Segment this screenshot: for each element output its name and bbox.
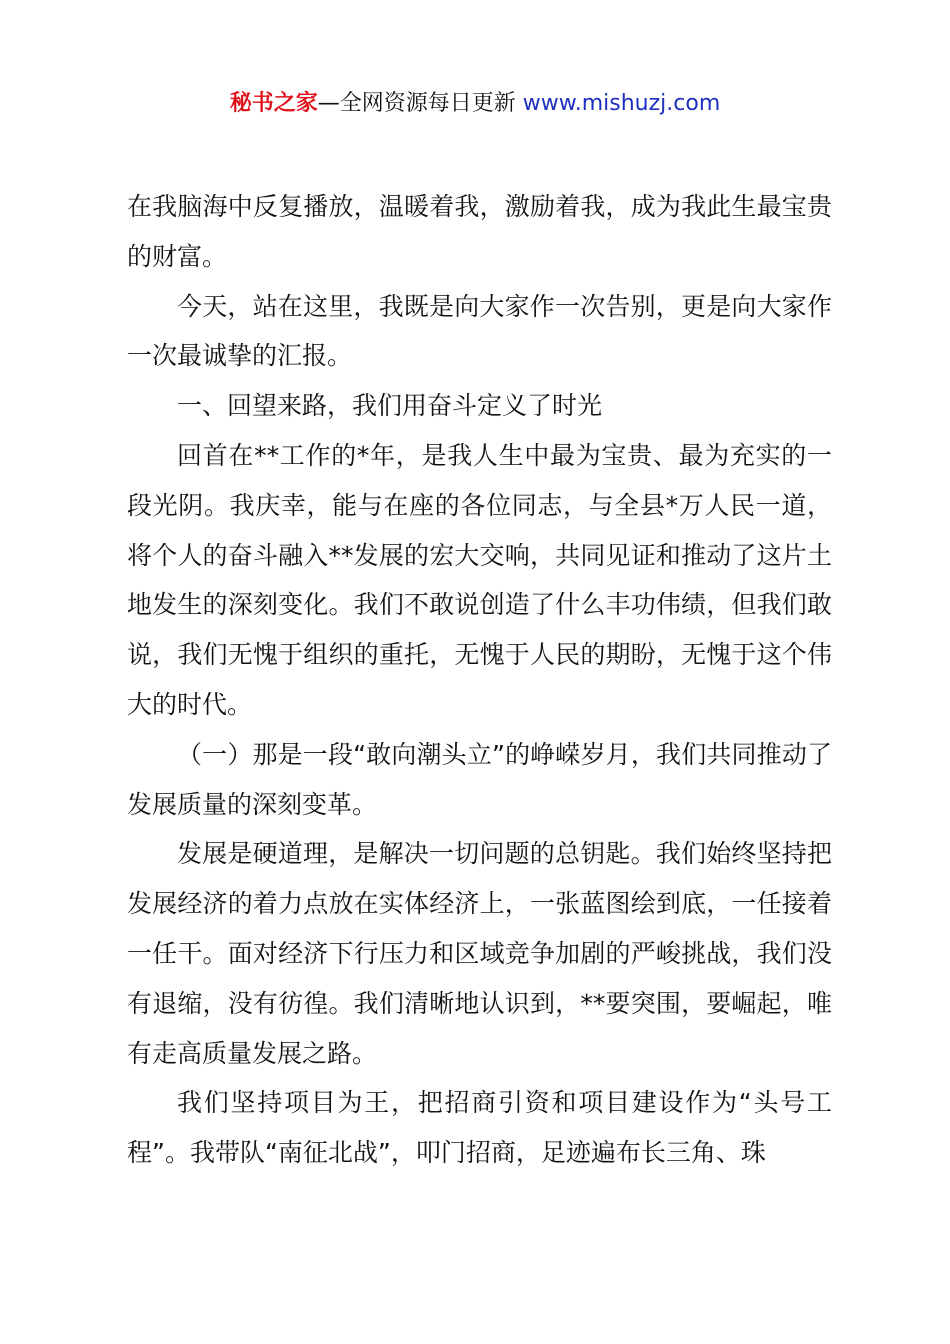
paragraph-development: 发展是硬道理，是解决一切问题的总钥匙。我们始终坚持把发展经济的着力点放在实体经济上，一张蓝图绘到底，一任接着一任干。面对经济下行压力和区域竞争加剧的严峻挑战，我们没有退缩，没有彷徨。我们清晰地认识到，**要突围，要崛起，唯有走高质量发展之路。	[127, 839, 832, 1068]
section-heading: 一、回望来路，我们用奋斗定义了时光	[177, 391, 603, 421]
site-url-link[interactable]: www.mishuzj.com	[522, 91, 721, 116]
page-header	[0, 86, 950, 122]
paragraph-farewell: 今天，站在这里，我既是向大家作一次告别，更是向大家作一次最诚挚的汇报。	[127, 291, 832, 371]
paragraph-review: 回首在**工作的*年，是我人生中最为宝贵、最为充实的一段光阴。我庆幸，能与在座的各位同志，与全县*万人民一道，将个人的奋斗融入**发展的宏大交响，共同见证和推动了这片土地发生的深刻变化。我们不敢说创造了什么丰功伟绩，但我们敢说，我们无愧于组织的重托，无愧于人民的期盼，无愧于这个伟大的时代。	[127, 440, 832, 719]
header-tagline: —全网资源每日更新	[317, 91, 523, 116]
document-body	[127, 182, 832, 1178]
paragraph-projects: 我们坚持项目为王，把招商引资和项目建设作为“头号工程”。我带队“南征北战”，叩门招商，足迹遍布长三角、珠	[127, 1088, 832, 1168]
subsection-heading: （一）那是一段“敢向潮头立”的峥嵘岁月，我们共同推动了发展质量的深刻变革。	[127, 739, 832, 819]
brand-name: 秘书之家	[229, 91, 318, 116]
paragraph-continuation: 在我脑海中反复播放，温暖着我，激励着我，成为我此生最宝贵的财富。	[127, 192, 832, 271]
